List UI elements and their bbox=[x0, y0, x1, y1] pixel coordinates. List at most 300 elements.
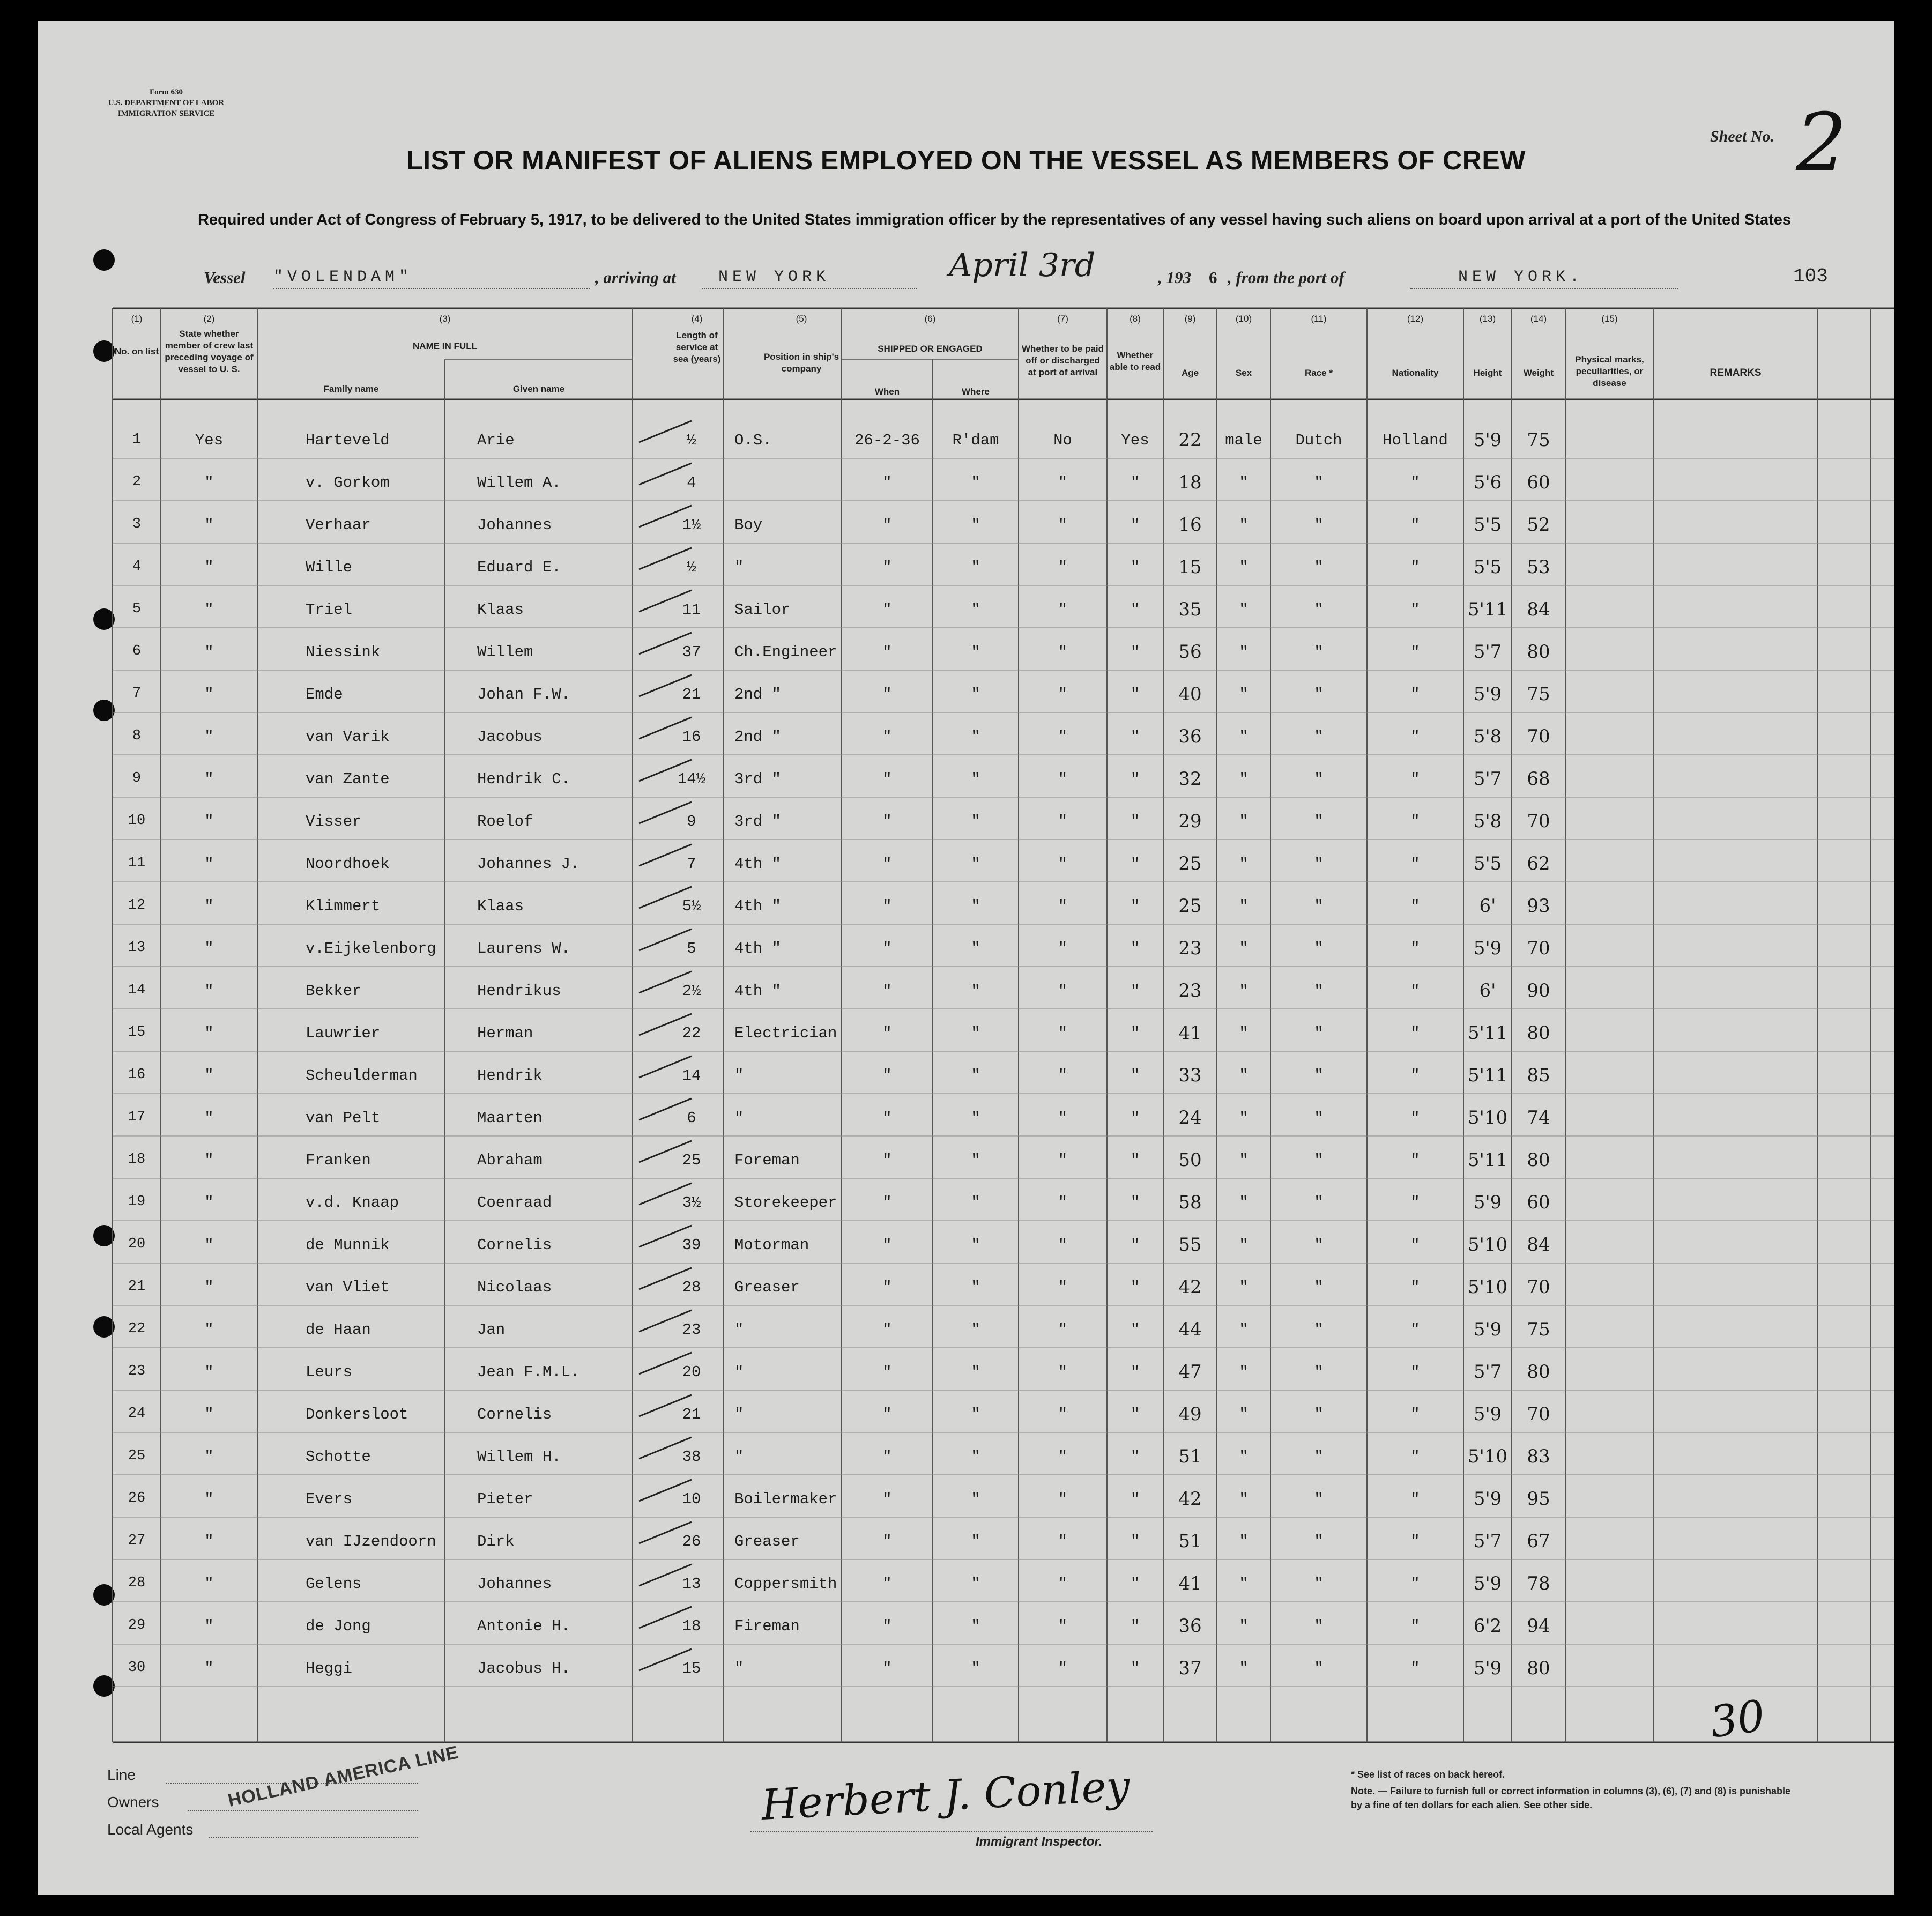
inspector-signature: Herbert J. Conley bbox=[760, 1762, 1131, 1830]
cell-sex: " bbox=[1239, 1109, 1249, 1127]
cell-prev: " bbox=[204, 1321, 214, 1339]
cell-position: Coppersmith bbox=[734, 1575, 837, 1593]
cell-position: 4th " bbox=[734, 940, 782, 957]
cell-race: " bbox=[1314, 1321, 1324, 1339]
cell-prev: " bbox=[204, 813, 214, 830]
cell-where: " bbox=[971, 686, 980, 703]
cell-service: 38 bbox=[682, 1448, 701, 1466]
cell-weight: 75 bbox=[1527, 684, 1550, 705]
cell-weight: 94 bbox=[1527, 1615, 1550, 1637]
cell-race: " bbox=[1314, 643, 1324, 661]
cell-read: " bbox=[1130, 1363, 1140, 1381]
page-title: LIST OR MANIFEST OF ALIENS EMPLOYED ON THE VESSEL AS MEMBERS OF CREW bbox=[406, 145, 1526, 175]
cell-sex: " bbox=[1239, 1490, 1249, 1508]
cell-service: 18 bbox=[682, 1617, 701, 1635]
cell-height: 5'10 bbox=[1467, 1107, 1508, 1128]
from-port-label: , from the port of bbox=[1228, 268, 1344, 287]
cell-weight: 93 bbox=[1527, 895, 1550, 917]
cell-race: " bbox=[1314, 982, 1324, 1000]
cell-sex: " bbox=[1239, 686, 1249, 703]
cell-paid: " bbox=[1058, 1533, 1068, 1550]
cell-when: " bbox=[882, 1660, 892, 1677]
cell-nat: " bbox=[1410, 1363, 1420, 1381]
cell-family: Lauwrier bbox=[306, 1024, 381, 1042]
cell-no: 16 bbox=[128, 1067, 146, 1083]
manifest-sheet bbox=[38, 21, 1894, 1895]
cell-service: 2½ bbox=[682, 982, 701, 1000]
year-prefix: , 193 bbox=[1158, 268, 1191, 287]
cell-service: 37 bbox=[682, 643, 701, 661]
cell-given: Jan bbox=[477, 1321, 506, 1339]
col-num-13: (13) bbox=[1479, 314, 1496, 324]
cell-position: " bbox=[734, 559, 744, 576]
cell-no: 1 bbox=[132, 432, 142, 448]
cell-given: Johan F.W. bbox=[477, 686, 571, 703]
cell-read: " bbox=[1130, 1321, 1140, 1339]
cell-height: 5'7 bbox=[1473, 1361, 1502, 1383]
cell-race: " bbox=[1314, 1363, 1324, 1381]
cell-nat: " bbox=[1410, 770, 1420, 788]
cell-paid: " bbox=[1058, 559, 1068, 576]
cell-when: " bbox=[882, 1194, 892, 1212]
cell-no: 7 bbox=[132, 686, 142, 702]
cell-no: 5 bbox=[132, 601, 142, 617]
cell-position: O.S. bbox=[734, 432, 772, 449]
cell-paid: " bbox=[1058, 1321, 1068, 1339]
cell-no: 25 bbox=[128, 1448, 146, 1464]
local-agents-label: Local Agents bbox=[107, 1821, 194, 1838]
col-header-race: Race * bbox=[1305, 368, 1333, 378]
cell-prev: " bbox=[204, 516, 214, 534]
cell-height: 5'7 bbox=[1473, 768, 1502, 790]
cell-sex: " bbox=[1239, 855, 1249, 873]
cell-no: 29 bbox=[128, 1617, 146, 1633]
cell-when: " bbox=[882, 643, 892, 661]
cell-when: " bbox=[882, 813, 892, 830]
cell-weight: 80 bbox=[1527, 1149, 1550, 1171]
line-label: Line bbox=[107, 1766, 136, 1783]
cell-given: Cornelis bbox=[477, 1406, 552, 1423]
cell-prev: " bbox=[204, 1406, 214, 1423]
cell-service: ½ bbox=[687, 432, 696, 449]
cell-sex: " bbox=[1239, 1448, 1249, 1466]
cell-prev: " bbox=[204, 1533, 214, 1550]
cell-height: 5'9 bbox=[1473, 684, 1502, 705]
cell-age: 41 bbox=[1178, 1573, 1202, 1594]
cell-sex: " bbox=[1239, 643, 1249, 661]
cell-sex: " bbox=[1239, 1660, 1249, 1677]
cell-given: Herman bbox=[477, 1024, 533, 1042]
cell-age: 33 bbox=[1178, 1065, 1202, 1086]
cell-race: " bbox=[1314, 855, 1324, 873]
cell-sex: " bbox=[1239, 1152, 1249, 1169]
cell-service: 7 bbox=[687, 855, 696, 873]
cell-where: " bbox=[971, 1321, 980, 1339]
cell-when: " bbox=[882, 982, 892, 1000]
cell-paid: " bbox=[1058, 1448, 1068, 1466]
cell-given: Arie bbox=[477, 432, 515, 449]
cell-family: v. Gorkom bbox=[306, 474, 390, 492]
cell-read: " bbox=[1130, 1406, 1140, 1423]
cell-no: 9 bbox=[132, 770, 142, 786]
cell-service: 5½ bbox=[682, 897, 701, 915]
cell-weight: 53 bbox=[1527, 556, 1550, 578]
cell-when: " bbox=[882, 940, 892, 957]
cell-height: 5'10 bbox=[1467, 1276, 1508, 1298]
cell-height: 5'10 bbox=[1467, 1446, 1508, 1467]
cell-weight: 70 bbox=[1527, 1403, 1550, 1425]
cell-service: 11 bbox=[682, 601, 701, 619]
cell-where: " bbox=[971, 982, 980, 1000]
cell-when: " bbox=[882, 1067, 892, 1085]
cell-nat: " bbox=[1410, 728, 1420, 746]
cell-sex: " bbox=[1239, 559, 1249, 576]
cell-family: Emde bbox=[306, 686, 343, 703]
cell-family: Heggi bbox=[306, 1660, 353, 1677]
cell-sex: " bbox=[1239, 1363, 1249, 1381]
cell-age: 47 bbox=[1178, 1361, 1202, 1383]
cell-paid: " bbox=[1058, 855, 1068, 873]
total-count: 30 bbox=[1707, 1690, 1768, 1748]
cell-given: Klaas bbox=[477, 601, 524, 619]
cell-paid: No bbox=[1053, 432, 1072, 449]
cell-paid: " bbox=[1058, 474, 1068, 492]
cell-service: 25 bbox=[682, 1152, 701, 1169]
cell-age: 40 bbox=[1178, 684, 1202, 705]
cell-weight: 83 bbox=[1527, 1446, 1550, 1467]
col-header-paid-off: Whether to be paid off or discharged at port of arrival bbox=[1022, 344, 1104, 377]
cell-age: 41 bbox=[1178, 1022, 1202, 1044]
cell-prev: " bbox=[204, 1660, 214, 1677]
col-num-14: (14) bbox=[1530, 314, 1547, 324]
cell-weight: 70 bbox=[1527, 726, 1550, 747]
cell-prev: " bbox=[204, 601, 214, 619]
cell-read: " bbox=[1130, 855, 1140, 873]
cell-family: de Munnik bbox=[306, 1236, 390, 1254]
cell-race: " bbox=[1314, 1024, 1324, 1042]
cell-age: 23 bbox=[1178, 980, 1202, 1001]
cell-family: Donkersloot bbox=[306, 1406, 408, 1423]
cell-nat: " bbox=[1410, 474, 1420, 492]
cell-where: " bbox=[971, 1152, 980, 1169]
cell-where: " bbox=[971, 1194, 980, 1212]
cell-no: 12 bbox=[128, 897, 146, 914]
cell-sex: " bbox=[1239, 1236, 1249, 1254]
fine-note: Note. — Failure to furnish full or correct information in columns (3), (6), (7) and (8) is punishable by a fine of ten dollars for each alien. See other side. bbox=[1351, 1786, 1791, 1810]
cell-age: 16 bbox=[1178, 514, 1202, 536]
cell-prev: " bbox=[204, 1363, 214, 1381]
cell-nat: " bbox=[1410, 1067, 1420, 1085]
cell-weight: 68 bbox=[1527, 768, 1550, 790]
cell-race: " bbox=[1314, 1109, 1324, 1127]
cell-when: " bbox=[882, 1575, 892, 1593]
page-stamp: 103 bbox=[1793, 265, 1828, 287]
cell-sex: " bbox=[1239, 728, 1249, 746]
col-header-height: Height bbox=[1473, 368, 1502, 378]
cell-given: Jacobus bbox=[477, 728, 543, 746]
cell-prev: " bbox=[204, 1448, 214, 1466]
cell-position: " bbox=[734, 1448, 744, 1466]
cell-when: " bbox=[882, 1109, 892, 1127]
cell-nat: " bbox=[1410, 982, 1420, 1000]
company-stamp: HOLLAND AMERICA LINE bbox=[226, 1742, 460, 1811]
cell-height: 5'9 bbox=[1473, 1488, 1502, 1510]
cell-service: 21 bbox=[682, 1406, 701, 1423]
cell-race: " bbox=[1314, 1533, 1324, 1550]
cell-where: " bbox=[971, 1406, 980, 1423]
cell-race: " bbox=[1314, 1490, 1324, 1508]
cell-when: " bbox=[882, 1321, 892, 1339]
cell-height: 5'9 bbox=[1473, 1319, 1502, 1340]
col-header-remarks: REMARKS bbox=[1710, 367, 1762, 378]
cell-age: 51 bbox=[1178, 1531, 1202, 1552]
cell-where: " bbox=[971, 1109, 980, 1127]
cell-race: " bbox=[1314, 1406, 1324, 1423]
cell-family: Leurs bbox=[306, 1363, 353, 1381]
cell-family: Scheulderman bbox=[306, 1067, 418, 1085]
cell-race: " bbox=[1314, 516, 1324, 534]
cell-prev: " bbox=[204, 1194, 214, 1212]
cell-position: Boilermaker bbox=[734, 1490, 837, 1508]
cell-nat: " bbox=[1410, 1490, 1420, 1508]
sheet-number-label: Sheet No. bbox=[1710, 128, 1774, 145]
col-num-15: (15) bbox=[1601, 314, 1618, 324]
cell-position: Greaser bbox=[734, 1279, 800, 1296]
cell-service: 23 bbox=[682, 1321, 701, 1339]
service-name: IMMIGRATION SERVICE bbox=[117, 109, 215, 118]
cell-read: " bbox=[1130, 474, 1140, 492]
cell-height: 5'9 bbox=[1473, 1403, 1502, 1425]
cell-nat: " bbox=[1410, 601, 1420, 619]
col-num-8: (8) bbox=[1130, 314, 1141, 324]
col-header-name: NAME IN FULL bbox=[413, 341, 477, 351]
cell-where: " bbox=[971, 1363, 980, 1381]
cell-paid: " bbox=[1058, 1406, 1068, 1423]
cell-when: " bbox=[882, 474, 892, 492]
cell-given: Hendrik bbox=[477, 1067, 543, 1085]
col-header-service: Length of service at sea (years) bbox=[673, 330, 721, 364]
cell-prev: " bbox=[204, 897, 214, 915]
cell-race: " bbox=[1314, 1660, 1324, 1677]
cell-sex: " bbox=[1239, 940, 1249, 957]
cell-nat: " bbox=[1410, 1194, 1420, 1212]
cell-family: v.d. Knaap bbox=[306, 1194, 399, 1212]
cell-race: " bbox=[1314, 1575, 1324, 1593]
cell-paid: " bbox=[1058, 1617, 1068, 1635]
cell-weight: 78 bbox=[1527, 1573, 1550, 1594]
cell-age: 22 bbox=[1178, 429, 1202, 451]
cell-height: 5'8 bbox=[1473, 811, 1502, 832]
cell-no: 15 bbox=[128, 1024, 146, 1041]
cell-no: 27 bbox=[128, 1533, 146, 1549]
cell-position: " bbox=[734, 1660, 744, 1677]
cell-weight: 80 bbox=[1527, 1022, 1550, 1044]
col-header-family: Family name bbox=[323, 384, 379, 394]
cell-given: Laurens W. bbox=[477, 940, 571, 957]
cell-age: 25 bbox=[1178, 895, 1202, 917]
cell-height: 5'7 bbox=[1473, 641, 1502, 663]
cell-given: Willem bbox=[477, 643, 533, 661]
cell-service: 16 bbox=[682, 728, 701, 746]
cell-height: 5'5 bbox=[1473, 514, 1502, 536]
cell-family: van Pelt bbox=[306, 1109, 381, 1127]
cell-given: Willem H. bbox=[477, 1448, 561, 1466]
cell-when: 26-2-36 bbox=[854, 432, 920, 449]
cell-family: Visser bbox=[306, 813, 362, 830]
cell-nat: " bbox=[1410, 897, 1420, 915]
cell-where: " bbox=[971, 1490, 980, 1508]
cell-read: " bbox=[1130, 1448, 1140, 1466]
cell-when: " bbox=[882, 728, 892, 746]
cell-read: " bbox=[1130, 813, 1140, 830]
cell-nat: " bbox=[1410, 813, 1420, 830]
cell-given: Maarten bbox=[477, 1109, 543, 1127]
cell-no: 23 bbox=[128, 1363, 146, 1379]
cell-no: 3 bbox=[132, 516, 142, 532]
cell-given: Eduard E. bbox=[477, 559, 561, 576]
cell-prev: " bbox=[204, 1490, 214, 1508]
cell-service: 4 bbox=[687, 474, 696, 492]
col-header-no: No. on list bbox=[114, 346, 159, 357]
cell-no: 8 bbox=[132, 728, 142, 744]
cell-paid: " bbox=[1058, 516, 1068, 534]
cell-when: " bbox=[882, 1279, 892, 1296]
cell-race: " bbox=[1314, 1067, 1324, 1085]
cell-age: 44 bbox=[1178, 1319, 1202, 1340]
cell-nat: " bbox=[1410, 940, 1420, 957]
cell-paid: " bbox=[1058, 1279, 1068, 1296]
cell-when: " bbox=[882, 855, 892, 873]
cell-family: Niessink bbox=[306, 643, 381, 661]
cell-no: 21 bbox=[128, 1279, 146, 1295]
cell-position: 3rd " bbox=[734, 770, 782, 788]
cell-nat: " bbox=[1410, 1575, 1420, 1593]
cell-sex: " bbox=[1239, 1406, 1249, 1423]
cell-paid: " bbox=[1058, 686, 1068, 703]
cell-position: 4th " bbox=[734, 855, 782, 873]
agents-underline bbox=[209, 1837, 418, 1838]
cell-height: 5'6 bbox=[1473, 472, 1502, 493]
cell-family: Klimmert bbox=[306, 897, 381, 915]
cell-weight: 70 bbox=[1527, 938, 1550, 959]
cell-nat: " bbox=[1410, 1533, 1420, 1550]
cell-nat: " bbox=[1410, 1024, 1420, 1042]
cell-race: " bbox=[1314, 601, 1324, 619]
cell-where: " bbox=[971, 1660, 980, 1677]
cell-where: " bbox=[971, 1067, 980, 1085]
cell-nat: Holland bbox=[1383, 432, 1448, 449]
cell-service: 21 bbox=[682, 686, 701, 703]
cell-weight: 60 bbox=[1527, 472, 1550, 493]
cell-paid: " bbox=[1058, 1194, 1068, 1212]
cell-no: 10 bbox=[128, 813, 146, 829]
cell-position: " bbox=[734, 1109, 744, 1127]
cell-race: " bbox=[1314, 813, 1324, 830]
races-note: * See list of races on back hereof. bbox=[1351, 1769, 1505, 1780]
cell-service: 5 bbox=[687, 940, 696, 957]
cell-weight: 60 bbox=[1527, 1192, 1550, 1213]
cell-where: " bbox=[971, 1617, 980, 1635]
cell-family: Gelens bbox=[306, 1575, 362, 1593]
cell-when: " bbox=[882, 1617, 892, 1635]
cell-weight: 67 bbox=[1527, 1531, 1550, 1552]
cell-age: 49 bbox=[1178, 1403, 1202, 1425]
cell-service: 14½ bbox=[677, 770, 706, 788]
cell-age: 56 bbox=[1178, 641, 1202, 663]
cell-read: " bbox=[1130, 1194, 1140, 1212]
cell-height: 5'9 bbox=[1473, 938, 1502, 959]
cell-position: 2nd " bbox=[734, 686, 782, 703]
cell-no: 18 bbox=[128, 1152, 146, 1168]
vessel-label: Vessel bbox=[204, 268, 246, 287]
cell-service: 9 bbox=[687, 813, 696, 830]
col-header-position: Position in ship's company bbox=[763, 352, 839, 374]
cell-given: Johannes bbox=[477, 516, 552, 534]
cell-paid: " bbox=[1058, 601, 1068, 619]
cell-race: " bbox=[1314, 1617, 1324, 1635]
cell-nat: " bbox=[1410, 855, 1420, 873]
cell-when: " bbox=[882, 897, 892, 915]
cell-family: Noordhoek bbox=[306, 855, 390, 873]
cell-nat: " bbox=[1410, 1152, 1420, 1169]
cell-where: " bbox=[971, 601, 980, 619]
col-header-prev-voyage: State whether member of crew last preceding voyage of vessel to U. S. bbox=[165, 329, 254, 374]
cell-no: 22 bbox=[128, 1321, 146, 1337]
cell-sex: " bbox=[1239, 1533, 1249, 1550]
col-header-read: Whether able to read bbox=[1109, 350, 1161, 372]
cell-age: 36 bbox=[1178, 1615, 1202, 1637]
cell-height: 6'2 bbox=[1473, 1615, 1502, 1637]
cell-family: van Varik bbox=[306, 728, 390, 746]
cell-prev: " bbox=[204, 1575, 214, 1593]
cell-no: 11 bbox=[128, 855, 146, 871]
col-num-10: (10) bbox=[1235, 314, 1252, 324]
cell-read: " bbox=[1130, 728, 1140, 746]
cell-service: 20 bbox=[682, 1363, 701, 1381]
cell-family: Verhaar bbox=[306, 516, 371, 534]
cell-position: 4th " bbox=[734, 897, 782, 915]
cell-position: 4th " bbox=[734, 982, 782, 1000]
cell-read: " bbox=[1130, 897, 1140, 915]
cell-where: " bbox=[971, 559, 980, 576]
cell-position: " bbox=[734, 1321, 744, 1339]
cell-no: 30 bbox=[128, 1660, 146, 1676]
cell-weight: 84 bbox=[1527, 599, 1550, 620]
cell-read: " bbox=[1130, 601, 1140, 619]
cell-prev: " bbox=[204, 1109, 214, 1127]
cell-sex: " bbox=[1239, 982, 1249, 1000]
cell-service: 28 bbox=[682, 1279, 701, 1296]
cell-age: 25 bbox=[1178, 853, 1202, 874]
cell-read: " bbox=[1130, 1024, 1140, 1042]
cell-height: 5'7 bbox=[1473, 1531, 1502, 1552]
cell-height: 5'5 bbox=[1473, 853, 1502, 874]
cell-no: 4 bbox=[132, 559, 142, 575]
cell-paid: " bbox=[1058, 1363, 1068, 1381]
cell-given: Cornelis bbox=[477, 1236, 552, 1254]
cell-weight: 75 bbox=[1527, 1319, 1550, 1340]
cell-position: 3rd " bbox=[734, 813, 782, 830]
cell-nat: " bbox=[1410, 1660, 1420, 1677]
cell-nat: " bbox=[1410, 1617, 1420, 1635]
form-number: Form 630 bbox=[149, 88, 183, 96]
cell-read: " bbox=[1130, 1490, 1140, 1508]
cell-nat: " bbox=[1410, 1406, 1420, 1423]
page-subtitle: Required under Act of Congress of February 5, 1917, to be delivered to the United States immigration officer by the representatives of any vessel having such aliens on board upon arrival at a port of the United States bbox=[197, 211, 1792, 228]
cell-prev: " bbox=[204, 728, 214, 746]
cell-where: " bbox=[971, 1448, 980, 1466]
cell-weight: 75 bbox=[1527, 429, 1550, 451]
